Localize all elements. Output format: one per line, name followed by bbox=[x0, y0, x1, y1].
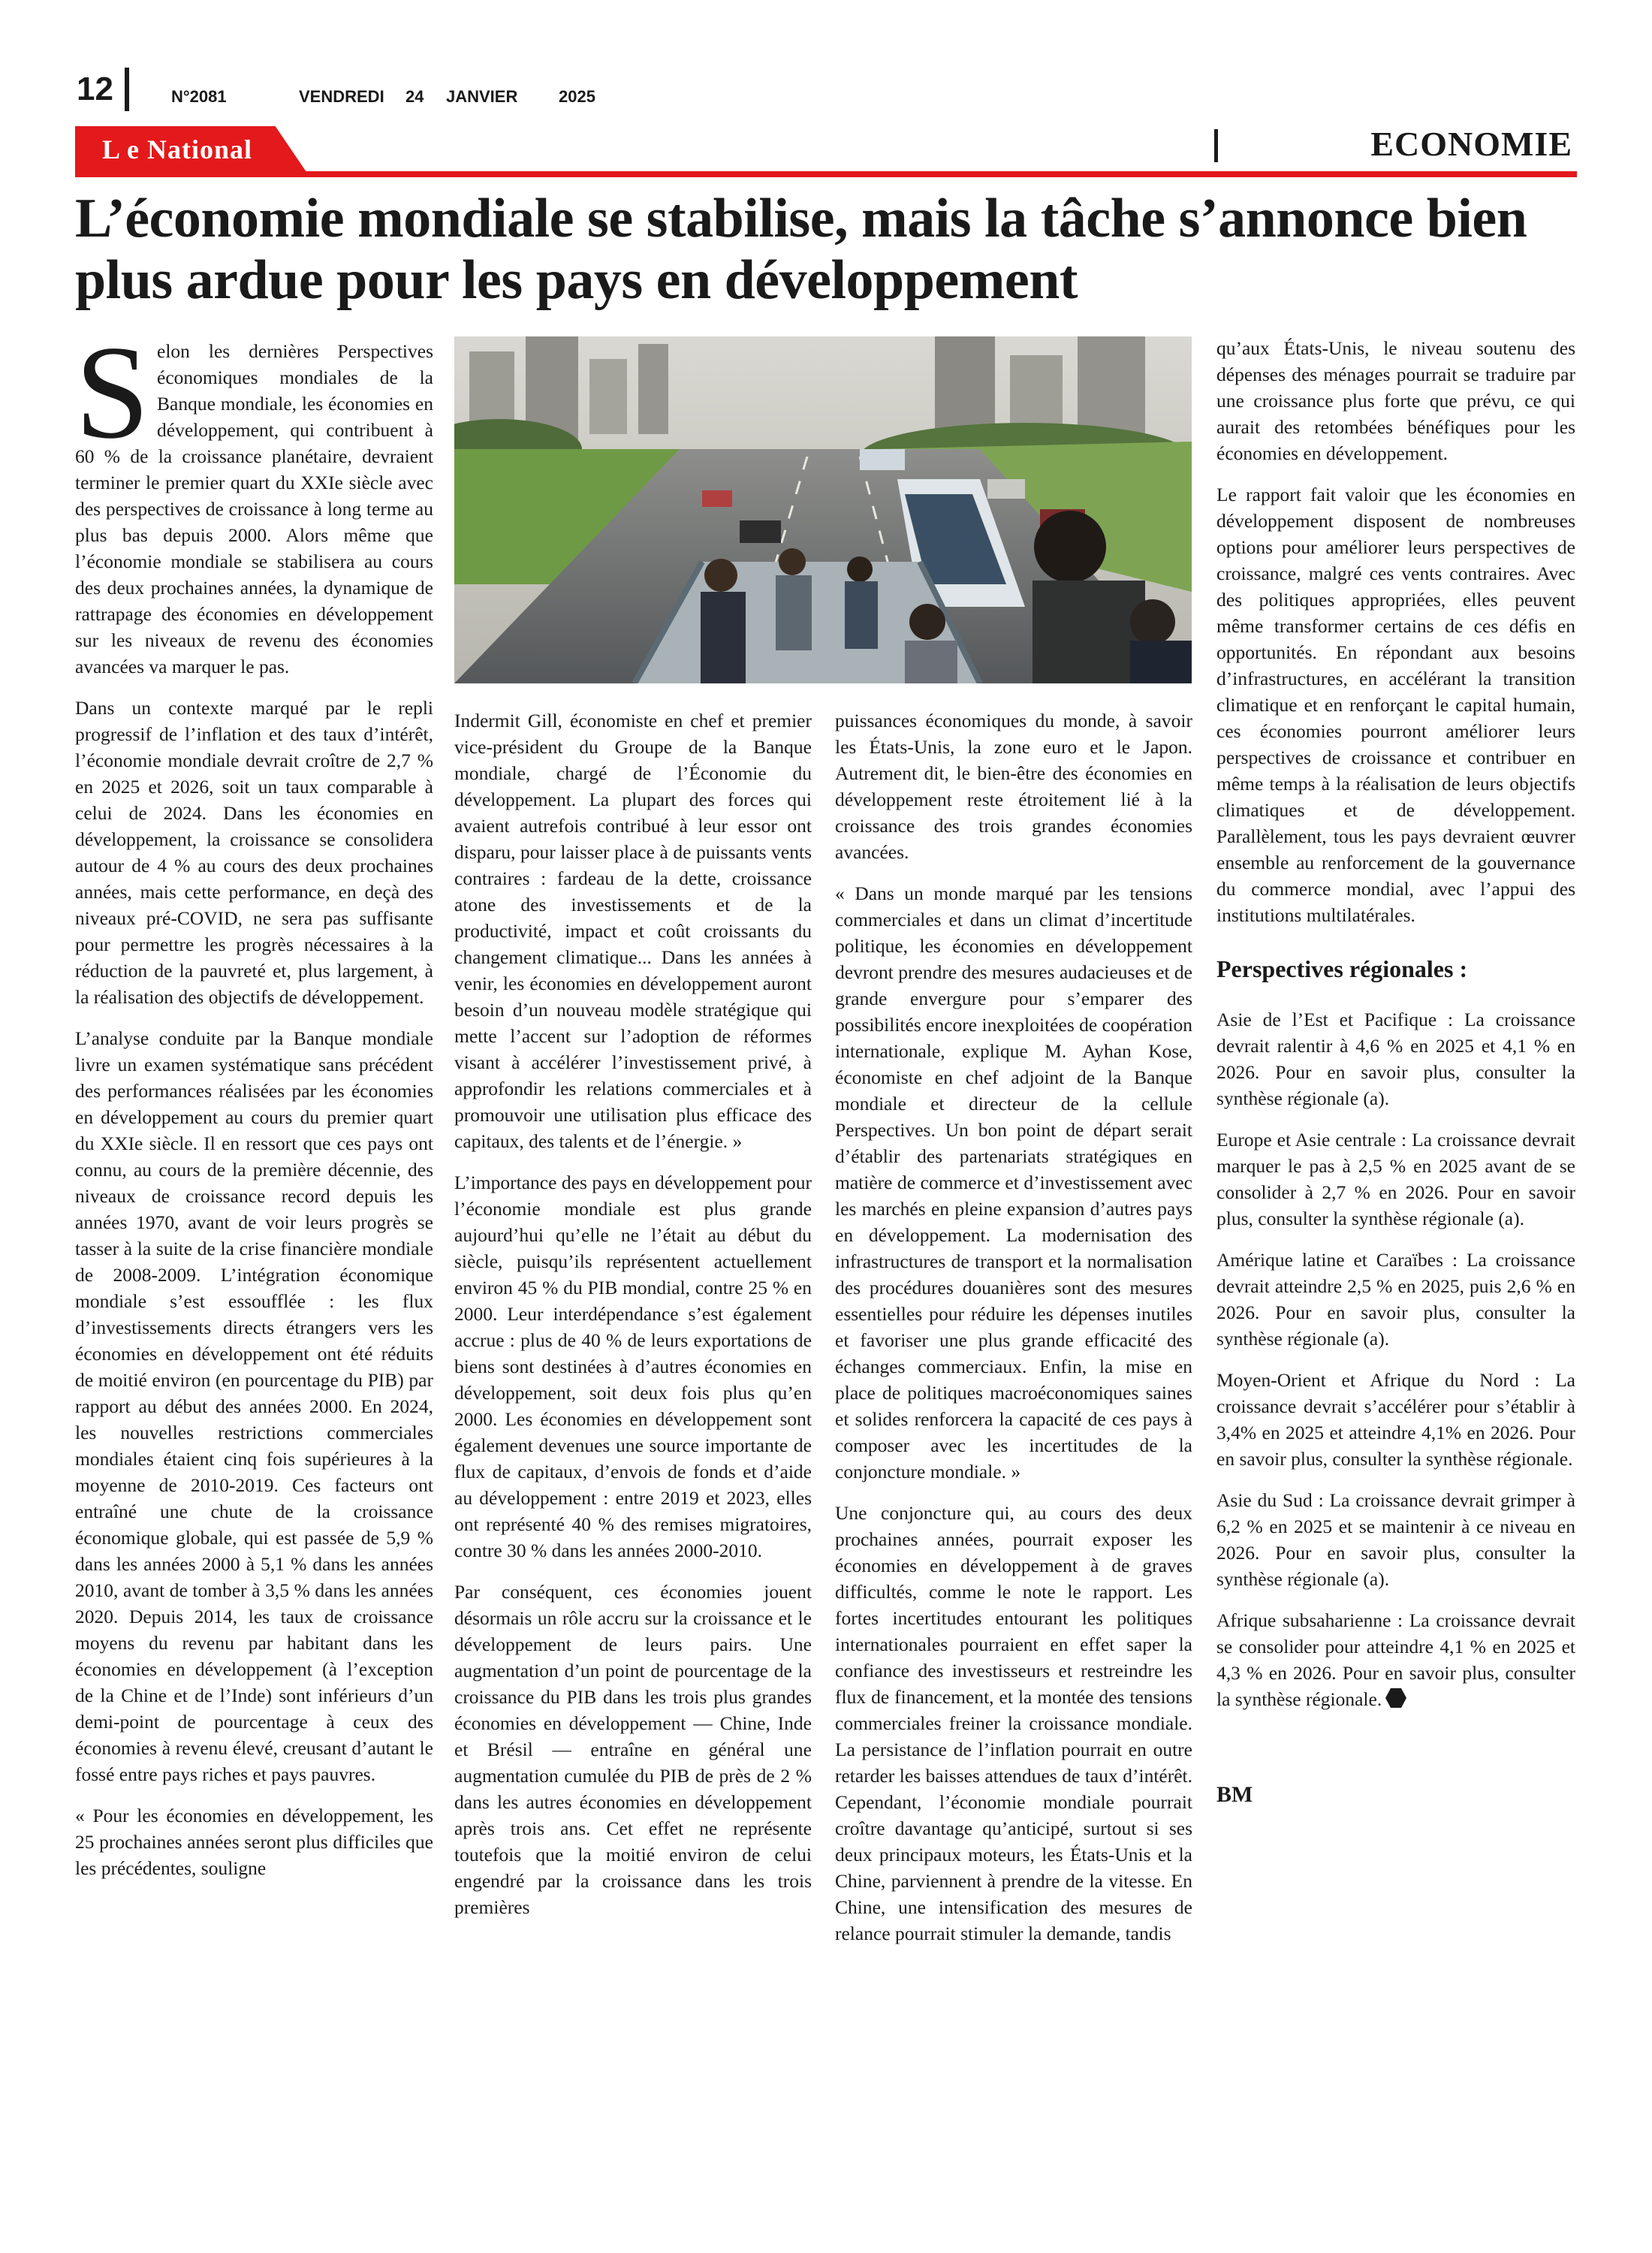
paragraph: L’analyse conduite par la Banque mondiale livre un examen systématique sans précédent des performances réalisées par les économies en développement au cours du premier quart du XXIe siècle. Il en ressort que ces pays ont connu, au cours de la première décennie, des niveaux de croissance record depuis les années 1970, avant de voir leurs progrès se tasser à la suite de la crise financière mondiale de 2008-2009. L’intégration économique mondiale s’est essoufflée : les flux d’investissements directs étrangers vers les économies en développement ont été réduits de moitié environ (en pourcentage du PIB) par rapport au début des années 2000. En 2024, les nouvelles restrictions commerciales mondiales étaient cinq fois supérieures à la moyenne de 2010-2019. Ces facteurs ont entraîné une chute de la croissance économique globale, qui est passée de 5,9 % dans les années 2000 à 5,1 % dans les années 2010, avant de tomber à 3,5 % dans les années 2020. Depuis 2014, les taux de croissance moyens du revenu par habitant dans les économies en développement (à l’exception de la Chine et de l’Inde) sont inférieurs d’un demi-point de pourcentage à ceux des économies à revenu élevé, creusant d’autant le fossé entre pays riches et pays pauvres. bbox=[75, 1027, 433, 1785]
article-photo bbox=[454, 336, 1192, 683]
article-column-1 bbox=[75, 318, 433, 1896]
paragraph: Une conjoncture qui, au cours des deux prochaines années, pourrait exposer les économies en développement à de graves difficultés, comme le note le rapport. Les fortes incertitudes entourant les politiques internationales pourraient en effet saper la confiance des investisseurs et restreindre les flux de financement, et la montée des tensions commerciales freiner la croissance mondiale. La persistance de l’inflation pourrait en outre retarder les baisses attendues de taux d’intérêt. Cependant, l’économie mondiale pourrait croître davantage qu’anticipé, surtout si ses deux principaux moteurs, les États-Unis et la Chine, parviennent à prendre de la vitesse. En Chine, une intensification des mesures de relance pourrait stimuler la demande, tandis bbox=[835, 1502, 1192, 1944]
paragraph: L’importance des pays en développement pour l’économie mondiale est plus grande aujourd’hui qu’elle ne l’était au début du siècle, puisqu’ils représentent actuellement environ 45 % du PIB mondial, contre 25 % en 2000. Leur interdépendance s’est également accrue : plus de 40 % de leurs exportations de biens sont destinées à d’autres économies en développement, soit deux fois plus qu’en 2000. Les économies en développement sont également devenues une source importante de flux de capitaux, d’envois de fonds et d’aide au développement : entre 2019 et 2023, elles ont représenté 40 % des remises migratoires, contre 30 % dans les années 2000-2010. bbox=[454, 1172, 812, 1561]
brand-name: L e National bbox=[102, 134, 253, 164]
region-paragraph: Asie de l’Est et Pacifique : La croissance devrait ralentir à 4,6 % en 2025 et 4,1 % en 2026. Pour en savoir plus, consulter la synthèse régionale (a). bbox=[1216, 1009, 1575, 1109]
paragraph: Indermit Gill, économiste en chef et premier vice-président du Groupe de la Banque mondiale, chargé de l’Économie du développement. La plupart des forces qui avaient autrefois contribué à leur essor ont disparu, pour laisser place à de puissants vents contraires : fardeau de la dette, croissance atone des investissements et de la productivité, impact et coût croissants du changement climatique... Dans les années à venir, les économies en développement auront besoin d’un nouveau modèle stratégique qui mette l’accent sur l’adoption de réformes visant à accélérer l’investissement privé, à approfondir les relations commerciales et à promouvoir une utilisation plus efficace des capitaux, des talents et de l’énergie. » bbox=[454, 710, 812, 1152]
region-paragraph: Amérique latine et Caraïbes : La croissance devrait atteindre 2,5 % en 2025, puis 2,6 % en 2026. Pour en savoir plus, consulter la synthèse régionale (a). bbox=[1216, 1249, 1575, 1350]
paragraph: « Dans un monde marqué par les tensions commerciales et dans un climat d’incertitude politique, les économies en développement devront prendre des mesures audacieuses et de grande envergure pour s’emparer des possibilités encore inexploitées de coopération internationale, explique M. Ayhan Kose, économiste en chef adjoint de la Banque mondiale et directeur de la cellule Perspectives. Un bon point de départ serait d’établir des partenariats stratégiques en matière de commerce et d’investissement avec les marchés en pleine expansion d’autres pays en développement. La modernisation des infrastructures de transport et la normalisation des procédures douanières sont des mesures essentielles pour réduire les dépenses inutiles et favoriser une plus grande efficacité des échanges commerciaux. Enfin, la mise en place de politiques macroéconomiques saines et solides renforcera la capacité de ces pays à composer avec les incertitudes de la conjoncture mondiale. » bbox=[835, 882, 1192, 1482]
region-paragraph: Moyen-Orient et Afrique du Nord : La croissance devrait s’accélérer pour s’établir à 3,4% en 2025 et atteindre 4,1% en 2026. Pour en savoir plus, consulter la synthèse régionale. bbox=[1216, 1369, 1575, 1470]
date-month: JANVIER bbox=[446, 87, 518, 106]
article-column-4 bbox=[1216, 335, 1575, 1808]
paragraph: Dans un contexte marqué par le repli progressif de l’inflation et des taux d’intérêt, l’économie mondiale devrait croître de 2,7 % en 2025 et 2026, soit un taux comparable à celui de 2024. Dans les économies en développement, la croissance se consolidera autour de 4 % au cours des deux prochaines années, mais cette performance, en deçà des niveaux pré-COVID, ne sera pas suffisante pour permettre les progrès nécessaires à la réduction de la pauvreté et, plus largement, à la réalisation des objectifs de développement. bbox=[75, 697, 433, 1008]
author-signature: BM bbox=[1216, 1781, 1253, 1807]
paragraph: Le rapport fait valoir que les économies en développement disposent de nombreuses options pour améliorer leurs perspectives de croissance, malgré ces vents contraires. Avec des politiques appropriées, elles peuvent même transformer certains de ces défis en opportunités. En répondant aux besoins d’infrastructures, en accélérant la transition climatique et en renforçant le capital humain, ces économies pourront améliorer leurs perspectives de croissance et contribuer en même temps à la réalisation de leurs objectifs climatiques et de développement. Parallèlement, tous les pays devraient œuvrer ensemble au renforcement de la gouvernance du commerce mondial, avec l’appui des institutions multilatérales. bbox=[1216, 484, 1575, 926]
article-column-3 bbox=[835, 707, 1192, 1962]
paragraph: « Pour les économies en développement, les 25 prochaines années seront plus difficiles que les précédentes, souligne bbox=[75, 1805, 433, 1879]
section-divider bbox=[1214, 129, 1218, 162]
region-paragraph: Afrique subsaharienne : La croissance devrait se consolider pour atteindre 4,1 % en 2025 et 4,3 % en 2026. Pour en savoir plus, consulter la synthèse régionale. bbox=[1216, 1607, 1575, 1715]
article-headline: L’économie mondiale se stabilise, mais la tâche s’annonce bien plus ardue pour les pays en développement bbox=[75, 188, 1527, 311]
page-number-divider bbox=[125, 68, 129, 111]
date-year: 2025 bbox=[559, 87, 595, 106]
region-paragraph: Europe et Asie centrale : La croissance devrait marquer le pas à 2,5 % en 2025 avant de se consolider à 2,7 % en 2026. Pour en savoir plus, consulter la synthèse régionale (a). bbox=[1216, 1129, 1575, 1229]
paragraph: qu’aux États-Unis, le niveau soutenu des dépenses des ménages pourrait se traduire par une croissance plus forte que prévu, ce qui aurait des retombées bénéfiques pour les économies en développement. bbox=[1216, 337, 1575, 464]
page-number: 12 bbox=[77, 71, 113, 107]
issue-number: N°2081 bbox=[171, 87, 227, 106]
paragraph: Par conséquent, ces économies jouent désormais un rôle accru sur la croissance et le développement de leurs pairs. Une augmentation d’un point de pourcentage de la croissance du PIB dans les trois plus grandes économies en développement — Chine, Inde et Brésil — entraîne en général une augmentation cumulée du PIB de près de 2 % dans les autres économies en développement après trois ans. Cet effet ne représente toutefois que la moitié environ de celui engendré par la croissance dans les trois premières bbox=[454, 1581, 812, 1918]
section-title: ECONOMIE bbox=[1370, 125, 1572, 163]
date-weekday: VENDREDI bbox=[299, 87, 384, 106]
article-end-icon bbox=[1385, 1687, 1407, 1715]
region-paragraph: Asie du Sud : La croissance devrait grimper à 6,2 % en 2025 et se maintenir à ce niveau en 2026. Pour en savoir plus, consulter la synthèse régionale (a). bbox=[1216, 1489, 1575, 1590]
paragraph: puissances économiques du monde, à savoir les États-Unis, la zone euro et le Japon. Autrement dit, le bien-être des économies en développement reste étroitement lié à la croissance des trois grandes économies avancées. bbox=[835, 710, 1192, 863]
date-day: 24 bbox=[405, 87, 424, 106]
paragraph: Selon les dernières Perspectives économiques mondiales de la Banque mondiale, les économies en développement, qui contribuent à 60 % de la croissance planétaire, devraient terminer le premier quart du XXIe siècle avec des perspectives de croissance à long terme au plus bas depuis 2000. Alors même que l’économie mondiale se stabilisera au cours des deux prochaines années, la dynamique de rattrapage des économies en développement sur les niveaux de revenu des économies avancées va marquer le pas. bbox=[75, 318, 433, 677]
article-column-2 bbox=[454, 707, 812, 1935]
subheading-regional-outlook: Perspectives régionales : bbox=[1216, 955, 1468, 982]
drop-cap: S bbox=[75, 318, 149, 466]
header-rule bbox=[75, 171, 1577, 177]
